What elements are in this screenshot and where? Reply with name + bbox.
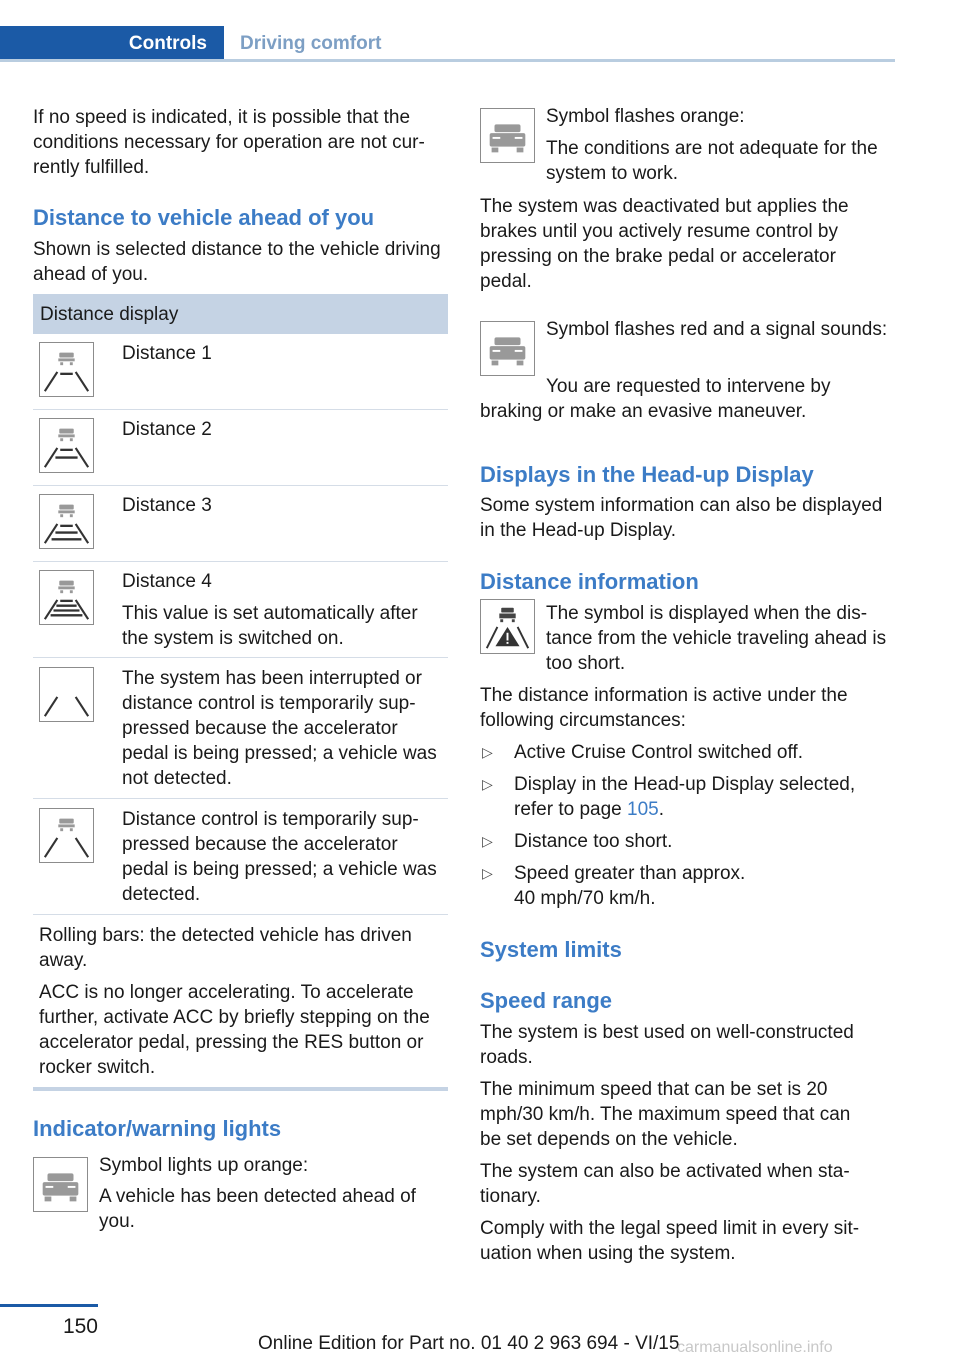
vehicle-flash-red-icon	[480, 321, 535, 376]
list-item: ▷ Speed greater than approx. 40 mph/70 km/h.	[482, 863, 746, 909]
vehicle-warning-icon	[33, 1157, 88, 1212]
acc-paragraph: ACC is no longer accelerating. To accelerate further, activate ACC by briefly stepping on the accelerator pedal, pressing the RES button or rocker switch.	[39, 982, 430, 1078]
table-row-extra: This value is set automatically after the system is switched on.	[122, 603, 418, 649]
table-row-text: Distance 2	[122, 419, 212, 440]
flash-orange-line-2: The conditions are not adequate for the system to work.	[546, 138, 878, 184]
distance-4-icon	[39, 570, 94, 625]
footer-rule	[0, 1304, 98, 1307]
row-divider	[33, 657, 448, 658]
heading-distance: Distance to vehicle ahead of you	[33, 205, 375, 230]
page-number: 150	[62, 1315, 98, 1338]
heading-system-limits: System limits	[480, 937, 622, 962]
header-rule	[0, 59, 895, 62]
list-item: ▷ Distance too short.	[482, 831, 673, 852]
section-tab-driving-comfort: Driving comfort	[240, 33, 382, 54]
table-row-text: Distance control is temporarily suppressed because the accelerator pedal is being pressed; a vehicle was detected.	[122, 809, 437, 905]
intro-paragraph: If no speed is indicated, it is possible that the conditions necessary for operation are not currently fulfilled.	[33, 107, 425, 178]
page-header	[0, 0, 895, 62]
list-item: ▷ Active Cruise Control switched off.	[482, 742, 803, 763]
rolling-bars-paragraph: Rolling bars: the detected vehicle has driven away.	[39, 925, 412, 971]
table-row-text: Distance 3	[122, 495, 212, 516]
speed-paragraph-3: The system can also be activated when stationary.	[480, 1161, 850, 1207]
circumstances-list	[480, 740, 890, 911]
road-vehicle-icon	[39, 808, 94, 863]
table-row-text: Distance 4	[122, 571, 212, 592]
distance-1-icon	[39, 342, 94, 397]
row-divider	[33, 914, 448, 915]
distance-3-icon	[39, 494, 94, 549]
flash-red-line-3: braking or make an evasive maneuver.	[480, 401, 807, 422]
distinfo-paragraph-1: The symbol is displayed when the distance from the vehicle traveling ahead is too short.	[546, 603, 887, 674]
vehicle-flash-orange-icon	[480, 108, 535, 163]
list-item: ▷ Display in the Head-up Display selected, refer to page 105.	[482, 774, 856, 820]
indicator-line-1: Symbol lights up orange:	[99, 1155, 309, 1176]
heading-speed-range: Speed range	[480, 988, 613, 1013]
distance-paragraph: Shown is selected distance to the vehicle driving ahead of you.	[33, 239, 441, 285]
row-divider	[33, 485, 448, 486]
distance-2-icon	[39, 418, 94, 473]
triangle-bullet-icon: ▷	[482, 833, 493, 849]
edition-text: Online Edition for Part no. 01 40 2 963 694 - VI/15	[258, 1333, 680, 1354]
table-header	[33, 294, 448, 334]
flash-red-line-1: Symbol flashes red and a signal sounds:	[546, 319, 888, 340]
distance-warning-icon	[480, 599, 535, 654]
triangle-bullet-icon: ▷	[482, 865, 493, 881]
row-divider	[33, 561, 448, 562]
table-header-label: Distance display	[40, 304, 179, 325]
table-row-text: The system has been interrupted or distance control is temporarily suppressed because the accelerator pedal is being pressed; a vehicle was not detected.	[122, 668, 437, 789]
table-row-text: Distance 1	[122, 343, 212, 364]
triangle-bullet-icon: ▷	[482, 744, 493, 760]
row-divider	[33, 409, 448, 410]
triangle-bullet-icon: ▷	[482, 776, 493, 792]
page-link[interactable]: 105	[627, 799, 659, 820]
heading-distance-information: Distance information	[480, 569, 699, 594]
flash-orange-line-1: Symbol flashes orange:	[546, 106, 745, 127]
heading-indicator: Indicator/warning lights	[33, 1116, 282, 1141]
watermark: carmanualsonline.info	[677, 1339, 833, 1356]
table-bottom-rule	[33, 1087, 448, 1091]
indicator-line-2: A vehicle has been detected ahead of you.	[99, 1186, 416, 1232]
section-tab-controls: Controls	[0, 26, 224, 62]
distinfo-paragraph-2: The distance information is active under the following circumstances:	[480, 685, 848, 731]
road-lines-icon	[39, 667, 94, 722]
hud-paragraph: Some system information can also be displayed in the Head-up Display.	[480, 495, 883, 541]
deactivated-paragraph: The system was deactivated but applies the brakes until you actively resume control by pressing on the brake pedal or accelerator pedal.	[480, 196, 849, 292]
speed-paragraph-1: The system is best used on well-constructed roads.	[480, 1022, 854, 1068]
flash-red-line-2: You are requested to intervene by	[546, 376, 831, 397]
row-divider	[33, 798, 448, 799]
speed-paragraph-4: Comply with the legal speed limit in every situation when using the system.	[480, 1218, 860, 1264]
heading-hud: Displays in the Head-up Display	[480, 462, 814, 487]
speed-paragraph-2: The minimum speed that can be set is 20 mph/30 km/h. The maximum speed that can be set depends on the vehicle.	[480, 1079, 851, 1150]
